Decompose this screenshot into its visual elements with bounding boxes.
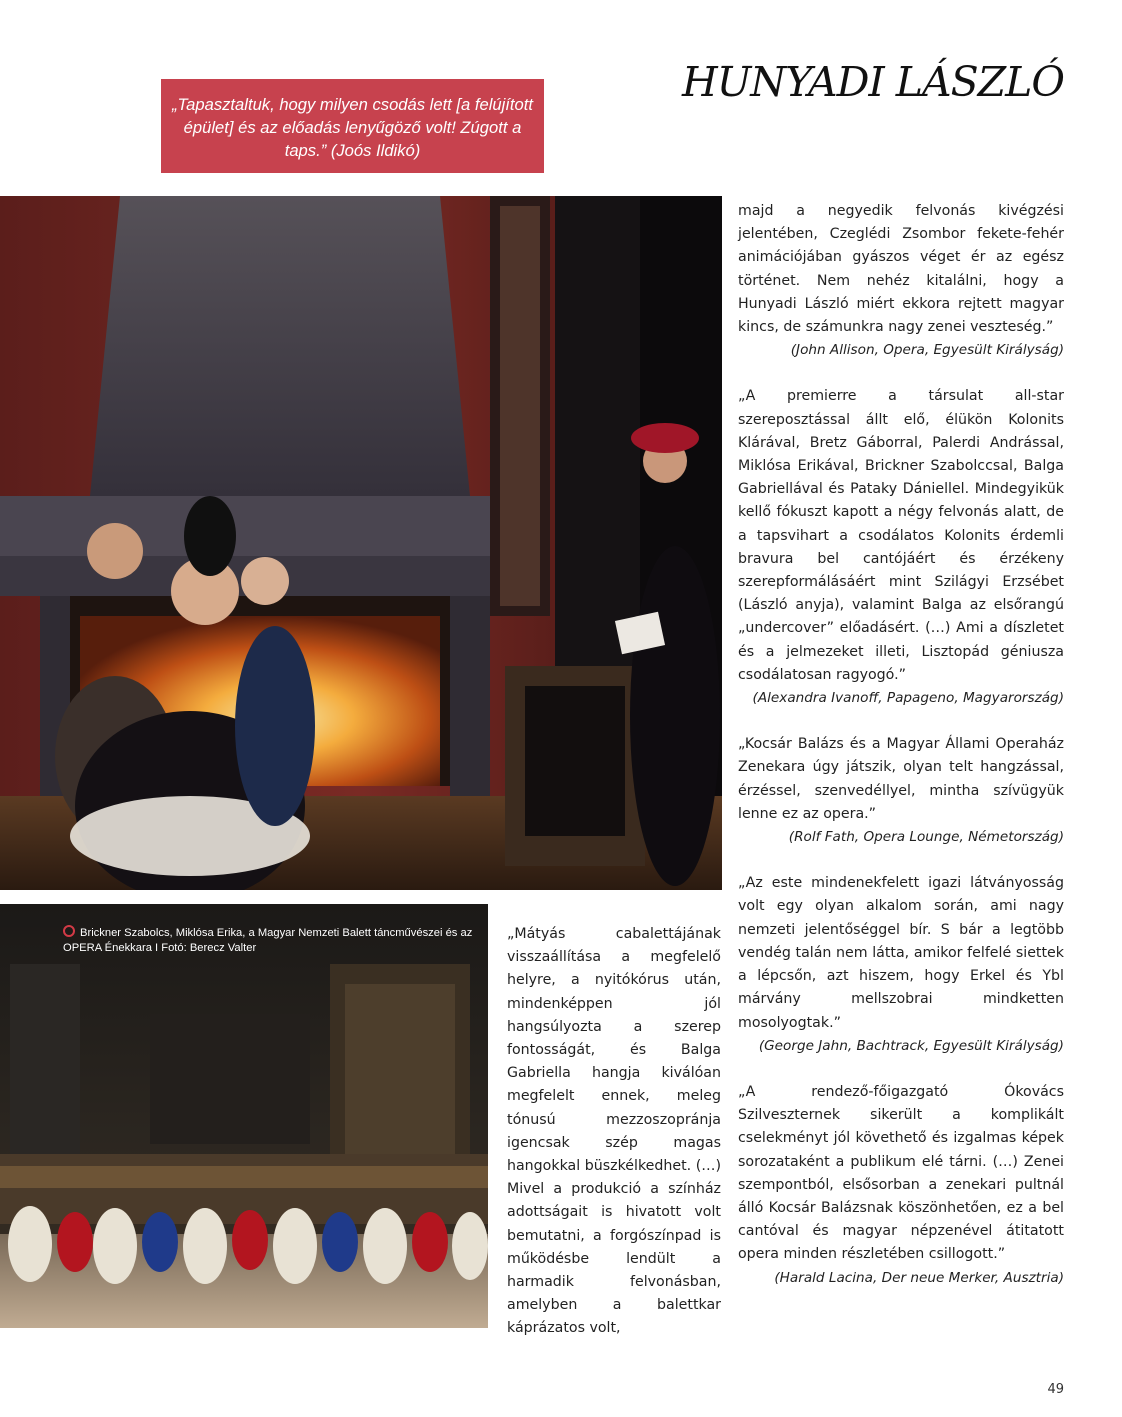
reviews-column [738, 200, 1064, 1290]
photo-caption [63, 925, 483, 956]
review-text: „A premierre a társulat all-star szereposztással állt elő, élükön Kolonits Klárával, Bretz Gáborral, Palerdi Andrással, Miklósa Erikával, Brickner Szabolccsal, Balga Gabriellával és Pataky Dániellel. Mindegyikük kellő fókuszt kapott a négy felvonás alatt, de a tapsvihart a csodálatos Kolonits érdemli bravura bel cantójáért és érzékeny szerepformálásáért mint Szilágyi Erzsébet (László anyja), valamint Balga az elsőrangú „undercover” előadásért. (…) Ami a díszletet és a jelmezeket illeti, Lisztopád géniusza csodálatosan ragyogó.” [738, 388, 1064, 683]
review-text: majd a negyedik felvonás kivégzési jelentében, Czeglédi Zsombor fekete-fehér animációjában gyászos véget ér az egész történet. Nem nehéz kitalálni, hogy a Hunyadi László miért ekkora rejtett magyar kincs, de számunkra nagy zenei veszteség.” [738, 203, 1064, 336]
circle-bullet-icon [63, 925, 75, 937]
review-text: „Kocsár Balázs és a Magyar Állami Operaház Zenekara úgy játszik, olyan telt hangzással, érzéssel, szenvedéllyel, mintha szívügyük lenne ez az opera.” [738, 736, 1064, 822]
review-source: (George Jahn, Bachtrack, Egyesült Királyság) [758, 1037, 1064, 1054]
photo-caption-text: Brickner Szabolcs, Miklósa Erika, a Magyar Nemzeti Balett táncművészei és az OPERA Énekkara I Fotó: Berecz Valter [63, 927, 473, 954]
page-title: HUNYADI LÁSZLÓ [681, 58, 1064, 106]
review-text: „Az este mindenekfelett igazi látványosság volt egy olyan alkalom során, ami nagy nemzeti jelentőséggel bír. S bár a legtöbb vendég talán nem látta, amikor felfelé siettek a lépcsőn, azt hiszem, hogy Erkel és Ybl márvány mellszobrai mindketten mosolyogtak.” [738, 875, 1064, 1031]
page-number: 49 [1047, 1382, 1064, 1397]
middle-review-column [507, 923, 721, 1341]
review-source: (Rolf Fath, Opera Lounge, Németország) [788, 829, 1064, 846]
review-source: (Harald Lacina, Der neue Merker, Ausztria) [774, 1269, 1064, 1286]
pull-quote-box [161, 79, 544, 173]
review-source: (John Allison, Opera, Egyesült Királyság) [790, 342, 1064, 359]
middle-review-text: „Mátyás cabalettájának visszaállítása a megfelelő helyre, a nyitókórus után, mindenképpen jól hangsúlyozta a szerep fontosságát, és Balga Gabriella hangja kiválóan megfelelt ennek, meleg tónusú mezzoszopránja igencsak szép magas hangokkal büszkélkedhet. (…) Mivel a produkció a színház adottságait is hivatott volt bemutatni, a forgószínpad is működésbe lendült a harmadik felvonásban, amelyben a balettkar káprázatos volt, [507, 926, 721, 1337]
review-text: „A rendező-főigazgató Ókovács Szilveszternek sikerült a komplikált cselekményt jól követhető és izgalmas képek sorozataként a publikum elé tárni. (…) Zenei szempontból, elsősorban a zenekari pultnál álló Kocsár Balázsnak köszönhetően, ez a bel cantóval és magyar népzenével átitatott opera minden részletében csillogott.” [738, 1083, 1064, 1263]
stage-photo-fireplace [0, 196, 722, 890]
review-source: (Alexandra Ivanoff, Papageno, Magyarország) [752, 690, 1064, 707]
stage-photo-ballet [0, 904, 488, 1328]
pull-quote-text: „Tapasztaltuk, hogy milyen csodás lett [a felújított épület] és az előadás lenyűgöző volt! Zúgott a taps.” (Joós Ildikó) [172, 95, 533, 160]
